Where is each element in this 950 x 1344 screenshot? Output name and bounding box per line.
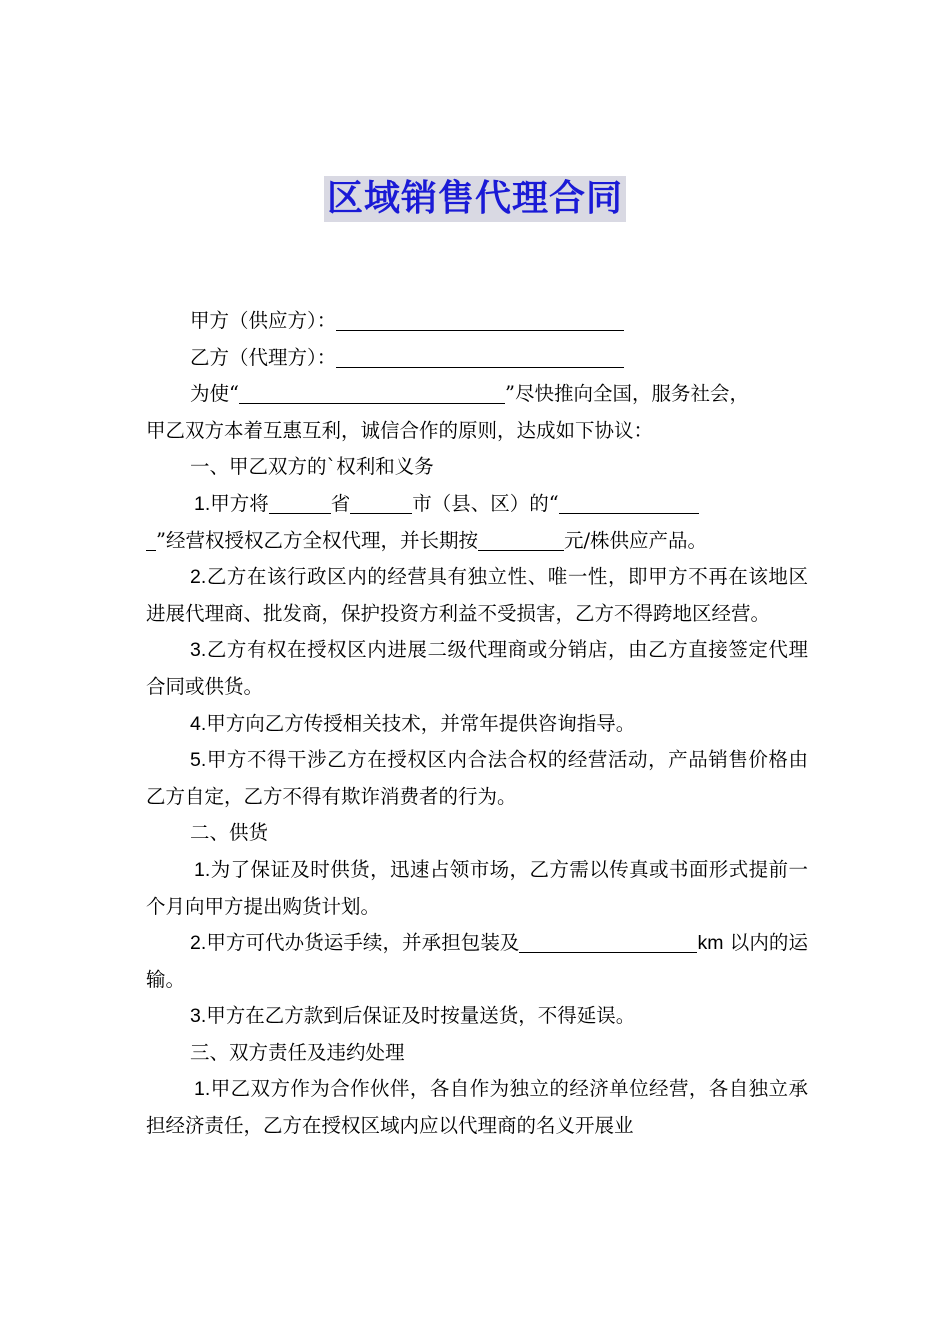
item-text: 甲方将 [210,491,269,515]
section1-item2 [146,559,808,632]
party-a-blank[interactable] [336,308,624,331]
party-a-label: 甲方（供应方）： [190,309,337,332]
item-text: 甲乙双方作为合作伙伴，各自作为独立的经济单位经营，各自独立承担经济责任，乙方在授权区域内应以代理商的名义开展业 [146,1077,808,1138]
item-number: 4. [190,712,207,735]
item-text: 甲方不得干涉乙方在授权区内合法合权的经营活动，产品销售价格由乙方自定，乙方不得有欺诈消费者的行为。 [146,748,808,808]
preamble-line2: 甲乙双方本着互惠互利，诚信合作的原则，达成如下协议： [146,418,654,442]
section1-item1 [146,486,808,559]
item-number: 2. [190,566,207,589]
item-number: 3. [190,1005,207,1028]
section3-heading: 三、双方责任及违约处理 [190,1040,405,1064]
item-number: 3. [190,639,207,662]
preamble-line1 [146,376,808,413]
item-text: 以内的运输。 [146,931,808,991]
price-blank[interactable] [478,528,564,551]
contract-body [146,303,808,1145]
section1-item4 [146,706,808,743]
section2-item3 [146,998,808,1035]
item-text: 甲方向乙方传授相关技术，并常年提供咨询指导。 [206,711,636,735]
item-text: 甲方在乙方款到后保证及时按量送货，不得延误。 [206,1004,636,1028]
item-text: 省 [330,491,351,515]
item-number: 1. [194,1078,211,1101]
section3-item1 [146,1071,808,1144]
item-text: 乙方有权在授权区内进展二级代理商或分销店，由乙方直接签定代理合同或供货。 [146,638,808,698]
item-number: 5. [190,749,207,772]
section2-heading: 二、供货 [190,821,269,845]
item-text: 为了保证及时供货，迅速占领市场，乙方需以传真或书面形式提前一个月向甲方提出购货计划。 [146,857,808,918]
preamble-before: 为使“ [190,382,239,406]
preamble-after: ”尽快推向全国，服务社会， [504,382,749,406]
city-blank[interactable] [350,491,412,514]
item-text: 元/株供应产品。 [563,528,708,552]
item-text: 甲方可代办货运手续，并承担包装及 [206,931,520,955]
item-text: 市（县、区）的“ [412,491,559,515]
item-number: 1. [194,858,211,881]
section2-item1 [146,852,808,925]
item-text: ”经营权授权乙方全权代理，并长期按 [156,528,478,552]
section1-heading: 一、甲乙双方的`权利和义务 [190,455,434,479]
product-blank[interactable] [559,491,699,514]
item-number: 1. [194,492,211,515]
section1-item5 [146,742,808,815]
party-a-line [146,303,808,340]
distance-blank[interactable] [519,930,697,953]
title-block [0,176,950,222]
section2-item2 [146,925,808,998]
distance-unit: km [697,932,724,955]
item-text: 乙方在该行政区内的经营具有独立性、唯一性，即甲方不再在该地区进展代理商、批发商，保护投资方利益不受损害，乙方不得跨地区经营。 [146,565,808,625]
product-name-blank[interactable] [239,381,505,404]
product-blank-cont[interactable] [146,528,156,551]
section1-item3 [146,632,808,705]
party-b-label: 乙方（代理方）： [190,345,337,369]
party-b-line [146,340,808,377]
item-number: 2. [190,932,207,955]
document-title: 区域销售代理合同 [324,176,626,222]
party-b-blank[interactable] [336,345,624,368]
province-blank[interactable] [269,491,331,514]
